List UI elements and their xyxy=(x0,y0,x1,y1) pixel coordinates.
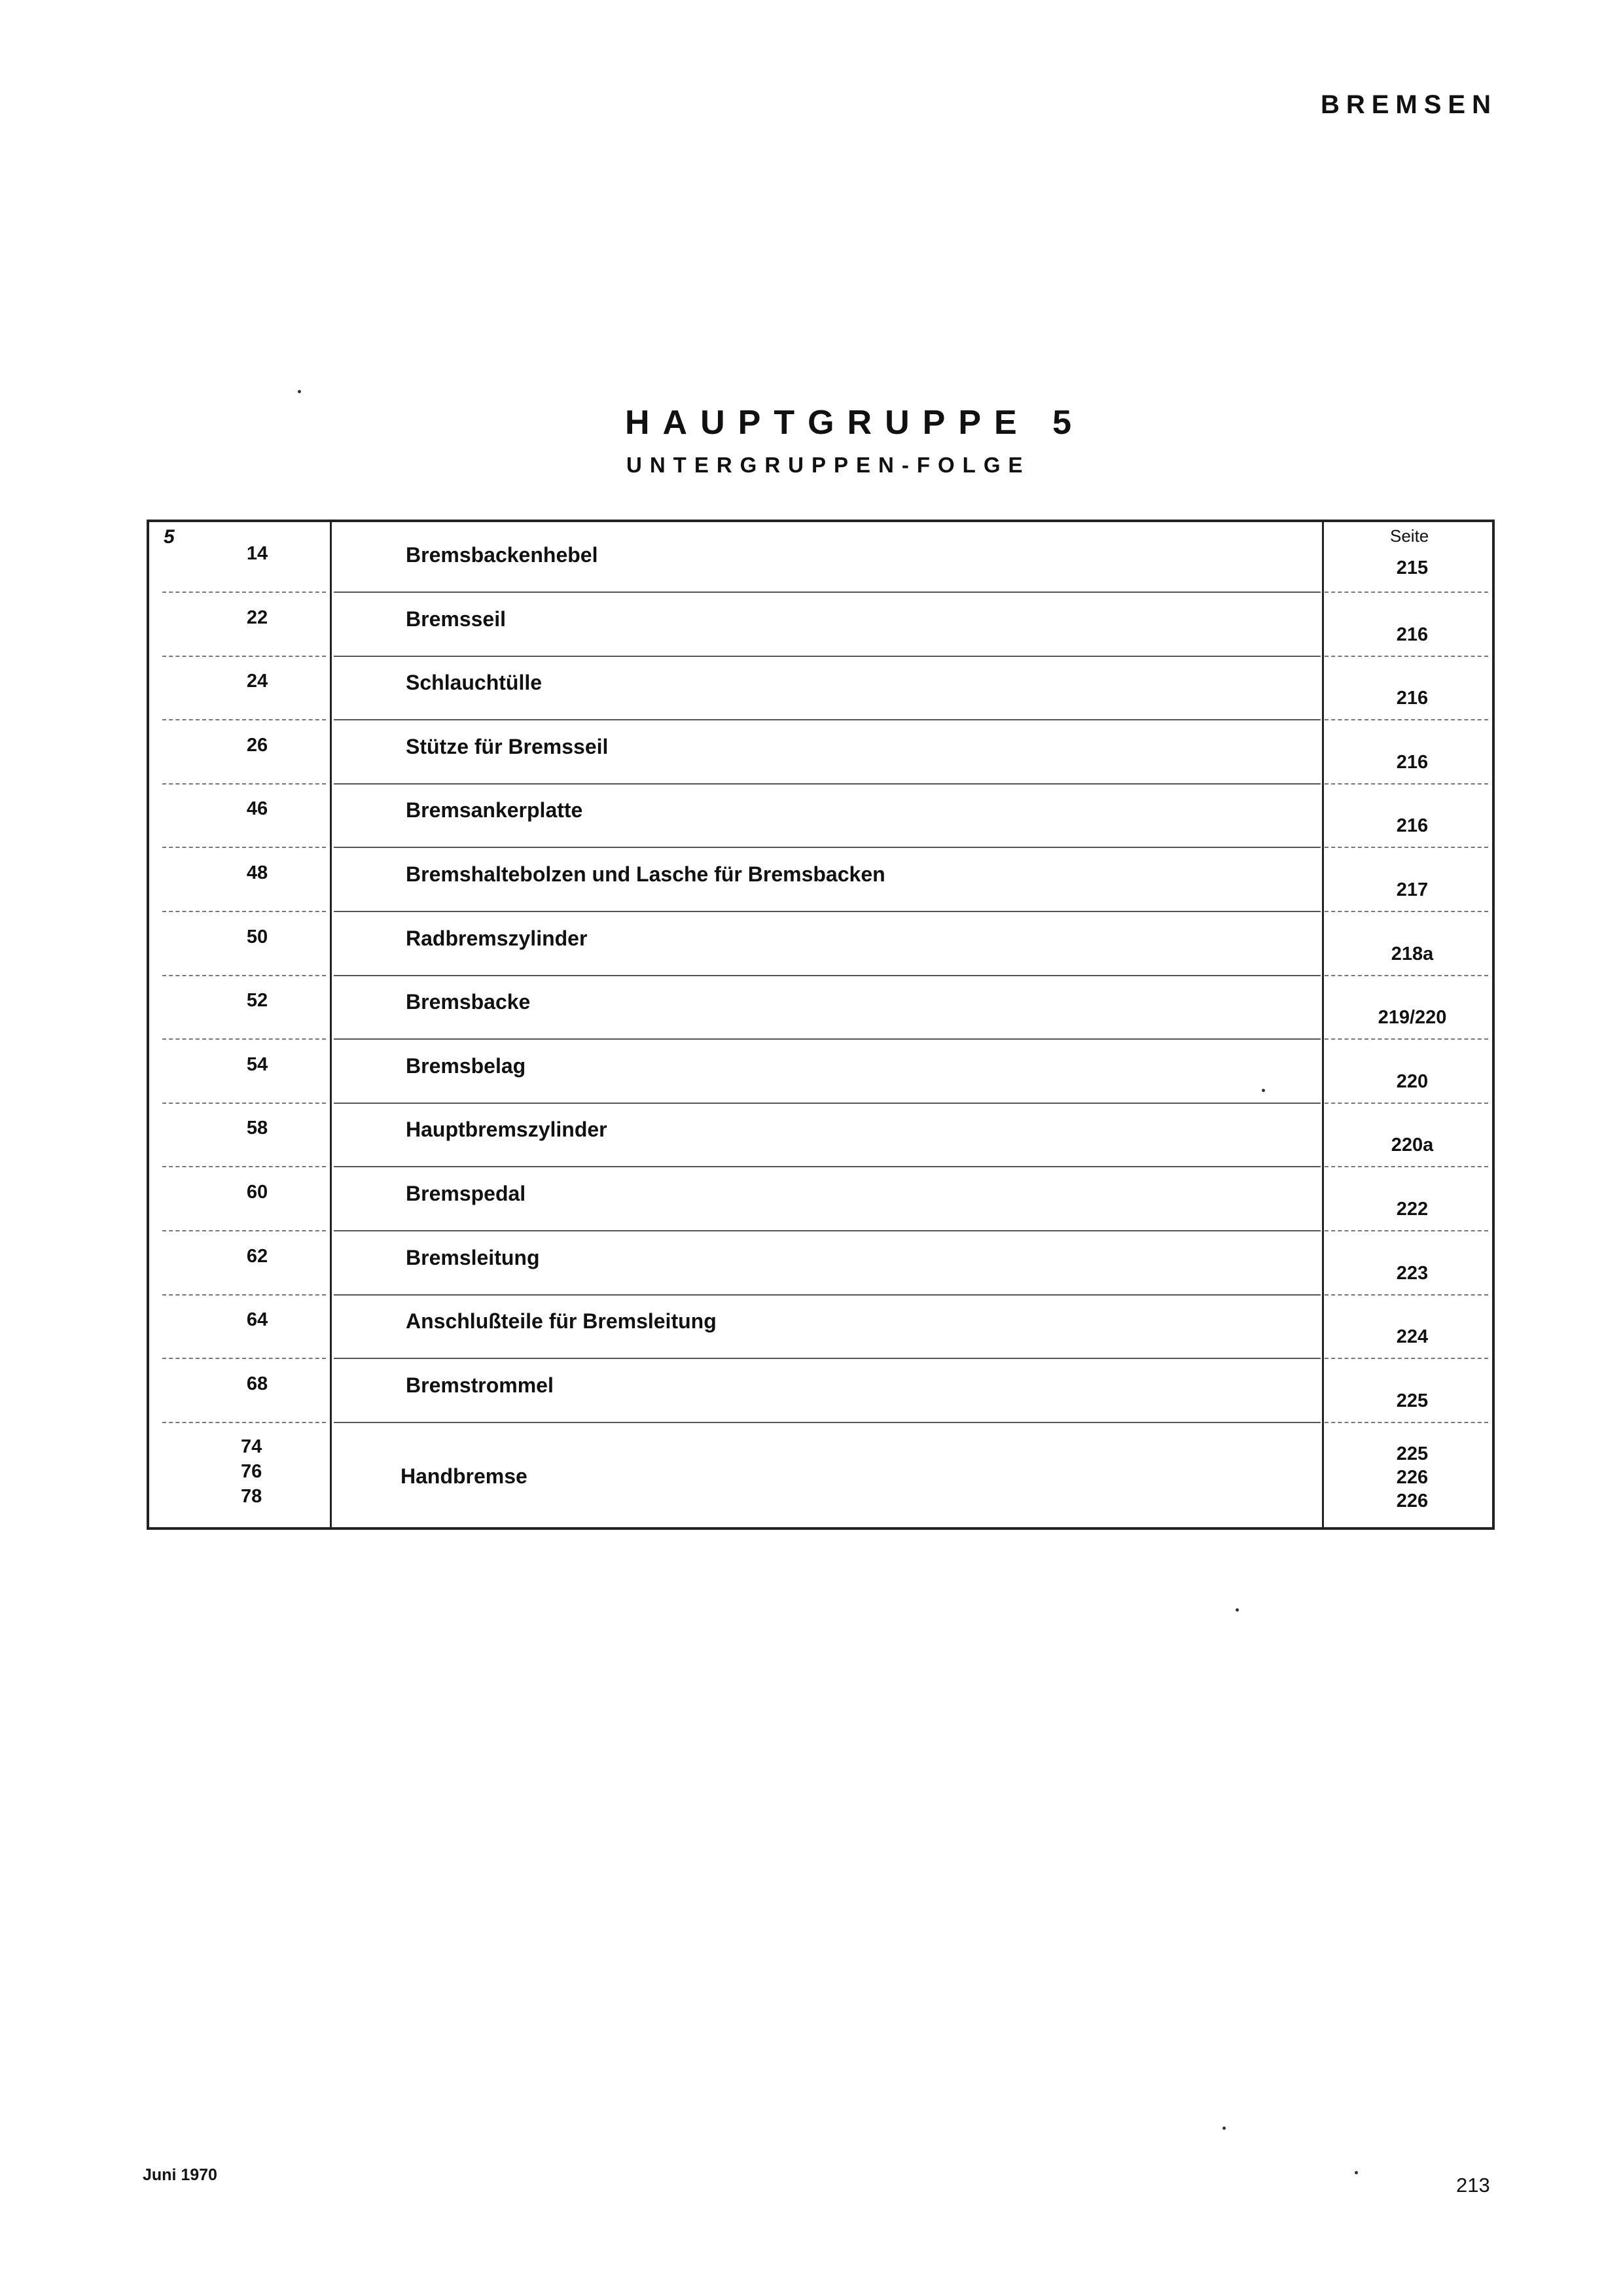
footer-date: Juni 1970 xyxy=(143,2166,217,2184)
row-name: Bremsankerplatte xyxy=(406,798,583,822)
row-page: 225 xyxy=(1396,1390,1429,1411)
row-name: Bremsleitung xyxy=(406,1245,540,1269)
table-row xyxy=(149,1040,1492,1104)
table-row xyxy=(149,784,1492,848)
table-row xyxy=(149,1231,1492,1296)
group-number: 5 xyxy=(164,526,175,548)
row-number: 60 xyxy=(246,1182,268,1203)
table-row xyxy=(149,1167,1492,1231)
row-name: Radbremszylinder xyxy=(406,926,588,950)
row-name: Bremshaltebolzen und Lasche für Bremsbacken xyxy=(406,862,885,886)
row-number: 26 xyxy=(246,734,268,756)
row-name: Bremsbacke xyxy=(406,990,531,1014)
row-name: Bremsbelag xyxy=(406,1053,526,1078)
row-page: 225 xyxy=(1396,1443,1429,1464)
row-number: 64 xyxy=(246,1309,268,1331)
scan-speck xyxy=(298,390,301,393)
row-number: 22 xyxy=(246,607,268,628)
page-column-label: Seite xyxy=(1390,526,1429,546)
row-page: 226 xyxy=(1396,1491,1429,1511)
table-row xyxy=(149,656,1492,720)
table-row xyxy=(149,529,1492,593)
row-name: Bremsseil xyxy=(406,607,506,631)
row-name: Hauptbremszylinder xyxy=(406,1118,607,1142)
row-page: 220a xyxy=(1391,1135,1434,1156)
row-divider xyxy=(1325,1422,1488,1423)
row-page: 216 xyxy=(1396,688,1429,709)
row-name: Anschlußteile für Bremsleitung xyxy=(406,1309,717,1333)
row-number: 62 xyxy=(246,1245,268,1267)
table-row xyxy=(149,912,1492,976)
row-name: Bremsbackenhebel xyxy=(406,543,598,567)
row-name: Bremstrommel xyxy=(406,1373,554,1397)
main-heading: HAUPTGRUPPE 5 xyxy=(625,404,1085,442)
subgroup-table xyxy=(147,520,1495,1530)
sub-heading: UNTERGRUPPEN-FOLGE xyxy=(626,453,1031,477)
page-number: 213 xyxy=(1456,2174,1490,2197)
table-row xyxy=(149,1103,1492,1167)
row-number: 54 xyxy=(246,1053,268,1075)
row-page: 215 xyxy=(1396,557,1429,578)
table-row xyxy=(149,848,1492,912)
row-page: 220 xyxy=(1396,1070,1429,1092)
row-page: 223 xyxy=(1396,1262,1429,1284)
row-number: 78 xyxy=(241,1486,262,1507)
row-number: 76 xyxy=(241,1461,262,1482)
table-row xyxy=(149,976,1492,1040)
row-number: 58 xyxy=(246,1118,268,1139)
row-page: 226 xyxy=(1396,1467,1429,1488)
row-numbers xyxy=(241,1434,262,1509)
row-name: Schlauchtülle xyxy=(406,671,543,695)
row-number: 48 xyxy=(246,862,268,883)
scan-speck xyxy=(1222,2127,1226,2130)
table-row xyxy=(149,1295,1492,1359)
row-name: Stütze für Bremsseil xyxy=(406,734,609,758)
row-number: 24 xyxy=(246,671,268,692)
row-page: 222 xyxy=(1396,1199,1429,1220)
scan-speck xyxy=(1262,1089,1265,1092)
table-row xyxy=(149,593,1492,657)
row-number: 74 xyxy=(241,1436,262,1457)
row-number: 52 xyxy=(246,990,268,1012)
row-divider xyxy=(334,1422,1321,1423)
row-number: 68 xyxy=(246,1373,268,1394)
scan-speck xyxy=(1236,1608,1239,1612)
table-row xyxy=(149,1359,1492,1423)
row-pages xyxy=(1366,1442,1458,1513)
row-page: 217 xyxy=(1396,879,1429,900)
row-page: 218a xyxy=(1391,943,1434,964)
row-number: 46 xyxy=(246,798,268,820)
row-number: 14 xyxy=(246,543,268,564)
table-row xyxy=(149,1429,1492,1527)
row-page: 219/220 xyxy=(1378,1007,1447,1029)
row-page: 224 xyxy=(1396,1326,1429,1348)
row-divider xyxy=(162,1422,326,1423)
table-row xyxy=(149,720,1492,785)
row-name: Bremspedal xyxy=(406,1182,526,1205)
row-name: Handbremse xyxy=(401,1464,527,1488)
scan-speck xyxy=(1355,2171,1358,2174)
row-page: 216 xyxy=(1396,624,1429,645)
row-page: 216 xyxy=(1396,815,1429,837)
row-number: 50 xyxy=(246,926,268,947)
row-page: 216 xyxy=(1396,751,1429,773)
section-label: BREMSEN xyxy=(1320,90,1497,119)
